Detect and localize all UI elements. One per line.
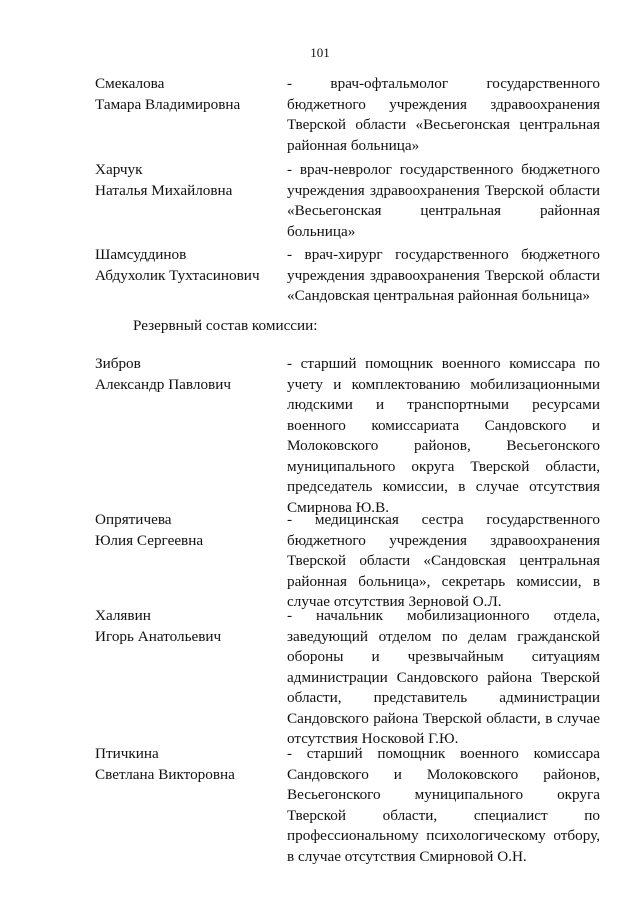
member-role: - старший помощник военного комиссара по учету и комплектованию мобилизационными людскими и транспортными ресурсами военного комиссариата Сандовского и Молоковского районов, Весьегонского муниципального округа Тверской области, председатель комиссии, в случае отсутствия Смирнова Ю.В. <box>287 355 600 516</box>
member-surname: Смекалова <box>95 75 165 92</box>
member-given-names: Игорь Анатольевич <box>95 627 222 645</box>
member-name <box>95 606 280 647</box>
member-name <box>95 160 280 201</box>
member-role: - начальник мобилизационного отдела, заведующий отделом по делам гражданской обороны и чрезвычайным ситуациям администрации Сандовского района Тверской области, представитель администрации Сандовского района Тверской области, в случае отсутствия Носковой Г.Ю. <box>287 607 600 747</box>
member-name <box>95 245 280 286</box>
member-given-names: Тамара Владимировна <box>95 95 241 113</box>
member-role: - врач-хирург государственного бюджетного учреждения здравоохранения Тверской области «Сандовская центральная районная больница» <box>287 246 600 304</box>
member-given-names: Наталья Михайловна <box>95 181 233 199</box>
member-surname: Птичкина <box>95 745 159 762</box>
member-role: - медицинская сестра государственного бюджетного учреждения здравоохранения Тверской области «Сандовская центральная районная больница», секретарь комиссии, в случае отсутствия Зерновой О.Л. <box>287 511 600 610</box>
member-name <box>95 510 280 551</box>
page-number: 101 <box>310 45 330 60</box>
member-surname: Халявин <box>95 607 151 624</box>
member-surname: Зибров <box>95 355 141 372</box>
member-role: - старший помощник военного комиссара Сандовского и Молоковского районов, Весьегонского муниципального округа Тверской области, специалист по профессиональному психологическому отбору, в случае отсутствия Смирновой О.Н. <box>287 745 600 865</box>
member-given-names: Александр Павлович <box>95 375 231 393</box>
member-surname: Шамсуддинов <box>95 246 187 263</box>
member-role: - врач-невролог государственного бюджетного учреждения здравоохранения Тверской области «Весьегонская центральная районная больница» <box>287 161 600 240</box>
member-given-names: Абдухолик Тухтасинович <box>95 266 260 284</box>
member-name <box>95 74 280 115</box>
member-role: - врач-офтальмолог государственного бюджетного учреждения здравоохранения Тверской области «Весьегонская центральная районная больница» <box>287 75 600 154</box>
member-name <box>95 354 280 395</box>
reserve-heading: Резервный состав комиссии: <box>133 317 318 334</box>
member-given-names: Светлана Викторовна <box>95 765 235 783</box>
member-surname: Опрятичева <box>95 511 172 528</box>
member-surname: Харчук <box>95 161 143 178</box>
member-name <box>95 744 280 785</box>
member-given-names: Юлия Сергеевна <box>95 531 204 549</box>
